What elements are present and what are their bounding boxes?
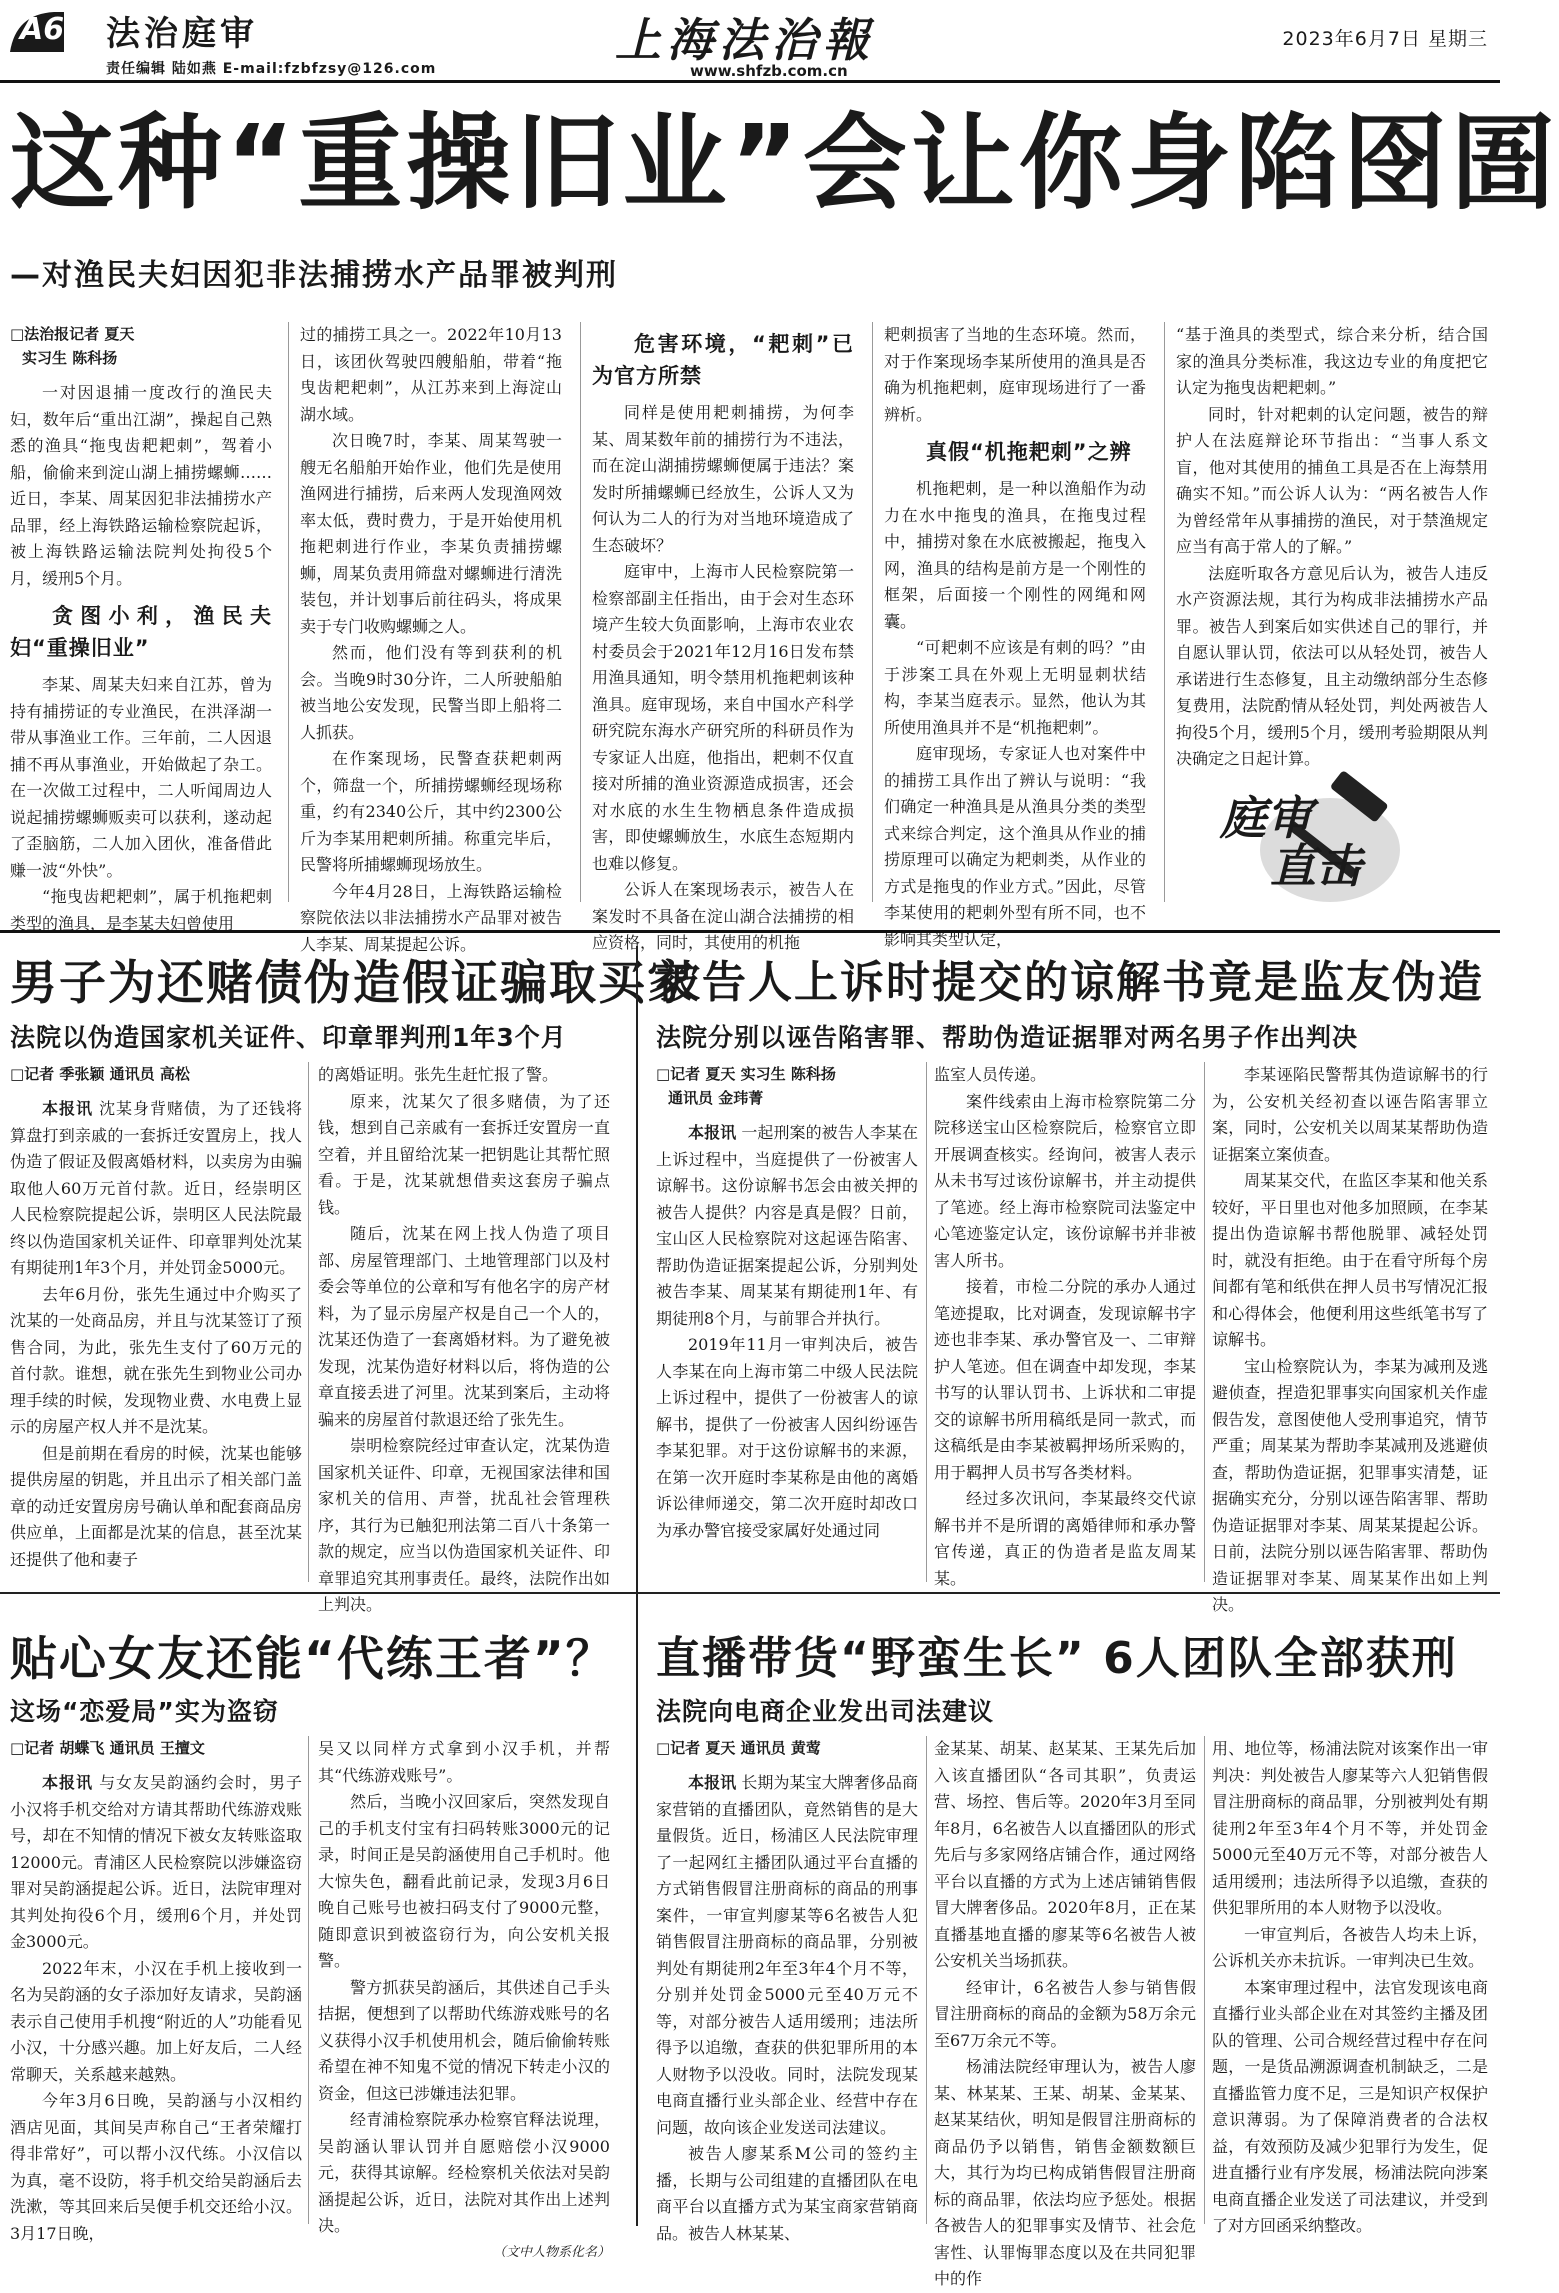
story5-headline: 直播带货“野蛮生长” 6人团队全部获刑 bbox=[656, 1633, 1458, 1684]
story1-subheading-1: 贪图小利，渔民夫妇“重操旧业” bbox=[10, 604, 272, 660]
story1-para: 同样是使用耙刺捕捞，为何李某、周某数年前的捕捞行为不违法，而在淀山湖捕捞螺蛳便属于违法？案发时所捕螺蛳已经放生，公诉人又为何认为二人的行为对当地环境造成了生态破坏？ bbox=[592, 403, 854, 555]
story1-col5 bbox=[1176, 322, 1488, 772]
story1-para: 在作案现场，民警查获耙刺两个，筛盘一个，所捕捞螺蛳经现场称重，约有2340公斤，其中约2300公斤为李某用耙刺所捕。称重完毕后，民警将所捕螺蛳现场放生。 bbox=[300, 749, 562, 874]
story1-para: 耙刺损害了当地的生态环境。然而，对于作案现场李某所使用的渔具是否确为机拖耙刺，庭审现场进行了一番辨析。 bbox=[884, 325, 1146, 424]
story4-para: 吴又以同样方式拿到小汉手机，并帮其“代练游戏账号”。 bbox=[318, 1739, 610, 1785]
story1-subheading-2: 危害环境，“耙刺”已为官方所禁 bbox=[592, 332, 854, 388]
story3-para: 经过多次讯问，李某最终交代谅解书并不是所谓的离婚律师和承办警官传递，真正的伪造者是监友周某某。 bbox=[934, 1489, 1196, 1588]
story1-para: “拖曳齿耙耙刺”，属于机拖耙刺类型的渔具，是李某夫妇曾使用 bbox=[10, 887, 272, 933]
story3-para: 2019年11月一审判决后，被告人李某在向上海市第二中级人民法院上诉过程中，提供了一份被害人的谅解书，提供了一份被害人因纠纷诬告李某犯罪。对于这份谅解书的来源，在第一次开庭时李某称是由他的离婚诉讼律师递交，第二次开庭时却改口为承办警官接受家属好处通过同 bbox=[656, 1335, 918, 1540]
story1-para: 李某、周某夫妇来自江苏，曾为持有捕捞证的专业渔民，在洪泽湖一带从事渔业工作。三年前，二人因退捕不再从事渔业，开始做起了杂工。在一次做工过程中，二人听闻周边人说起捕捞螺蛳贩卖可以获利，遂动起了歪脑筋，二人加入团伙，准备借此赚一波“外快”。 bbox=[10, 675, 272, 880]
section-title: 法治庭审 bbox=[106, 14, 258, 54]
story2-para-text: 沈某身背赌债，为了还钱将算盘打到亲戚的一套拆迁安置房上，找人伪造了假证及假离婚材料，以卖房为由骗取他人60万元首付款。近日，经崇明区人民检察院提起公诉，崇明区人民法院最终以伪造国家机关证件、印章罪判处沈某有期徒刑1年3个月，并处罚金5000元。 bbox=[10, 1099, 302, 1277]
story4-para-text: 与女友吴韵涵约会时，男子小汉将手机交给对方请其帮助代练游戏账号，却在不知情的情况下被女友转账盗取12000元。青浦区人民检察院以涉嫌盗窃罪对吴韵涵提起公诉。近日，法院审理对其判处拘役6个月，缓刑6个月，并处罚金3000元。 bbox=[10, 1773, 302, 1951]
story5-para-text: 长期为某宝大牌奢侈品商家营销的直播团队，竟然销售的是大量假货。近日，杨浦区人民法院审理了一起网红主播团队通过平台直播的方式销售假冒注册商标的商品的刑事案件，一审宣判廖某等6名被告人犯销售假冒注册商标的商品罪，分别被判处有期徒刑2年至3年4个月不等，分别并处罚金5000元至40万元不等，对部分被告人适用缓刑；违法所得予以追缴，查获的供犯罪所用的本人财物予以没收。同时，法院发现某电商直播行业头部企业、经营中存在问题，故向该企业发送司法建议。 bbox=[656, 1773, 918, 2137]
story1-para: 庭审现场，专家证人也对案件中的捕捞工具作出了辨认与说明：“我们确定一种渔具是从渔具分类的类型式来综合判定，这个渔具从作业的捕捞原理可以确定为耙刺类，从作业的方式是拖曳的作业方式。”因此，尽管李某使用的耙刺外型有所不同，也不影响其类型认定， bbox=[884, 744, 1146, 949]
column-divider bbox=[926, 1736, 927, 2224]
story2-lead: 本报讯 bbox=[42, 1099, 93, 1118]
section-rule bbox=[0, 1592, 636, 1594]
story5-para bbox=[656, 1770, 918, 2141]
story1-col1 bbox=[10, 322, 272, 933]
story3-byline-1: □记者 夏天 实习生 陈科扬 bbox=[656, 1065, 836, 1083]
story4-subhead: 这场“恋爱局”实为盗窃 bbox=[10, 1697, 279, 1726]
page-number-badge bbox=[6, 6, 68, 56]
story4-lead: 本报讯 bbox=[42, 1773, 93, 1792]
story5-para: 经审计，6名被告人参与销售假冒注册商标的商品的金额为58万余元至67万余元不等。 bbox=[934, 1977, 1196, 2050]
column-divider bbox=[308, 1736, 309, 2224]
story4-col2 bbox=[318, 1736, 610, 2260]
story1-para: “可耙刺不应该是有刺的吗？”由于涉案工具在外观上无明显刺状结构，李某当庭表示。显然，他认为其所使用渔具并不是“机拖耙刺”。 bbox=[884, 638, 1146, 737]
story1-byline-1: □法治报记者 夏天 bbox=[10, 325, 135, 343]
story5-para: 用、地位等，杨浦法院对该案作出一审判决：判处被告人廖某等六人犯销售假冒注册商标的商品罪，分别被判处有期徒刑2年至3年4个月不等，并处罚金5000元至40万元不等，对部分被告人适用缓刑；违法所得予以追缴，查获的供犯罪所用的本人财物予以没收。 bbox=[1212, 1739, 1488, 1917]
story3-para-text: 一起刑案的被告人李某在上诉过程中，当庭提供了一份被害人谅解书。这份谅解书怎会由被关押的被告人提供？内容是真是假？日前，宝山区人民检察院对这起诬告陷害、帮助伪造证据案提起公诉，分别判处被告李某、周某某有期徒刑1年、有期徒刑8个月，与前罪合并执行。 bbox=[656, 1123, 918, 1328]
court-stamp-logo bbox=[1210, 780, 1405, 910]
story3-para: 李某诬陷民警帮其伪造谅解书的行为，公安机关经初查以诬告陷害罪立案，同时，公安机关以周某某帮助伪造证据案立案侦查。 bbox=[1212, 1065, 1488, 1164]
story3-headline: 被告人上诉时提交的谅解书竟是监友伪造 bbox=[656, 957, 1484, 1008]
story1-para: 法庭听取各方意见后认为，被告人违反水产资源法规，其行为构成非法捕捞水产品罪。被告人到案后如实供述自己的罪行，并自愿认罪认罚，依法可以从轻处罚，被告人承诺进行生态修复，且主动缴纳部分生态修复费用，法院酌情从轻处罚，判处两被告人拘役5个月，缓刑5个月，缓刑考验期限从判决确定之日起计算。 bbox=[1176, 563, 1488, 768]
story3-col3 bbox=[1212, 1062, 1488, 1614]
story1-para: “基于渔具的类型式，综合来分析，结合国家的渔具分类标准，我这边专业的角度把它认定为拖曳齿耙耙刺。” bbox=[1176, 325, 1488, 397]
story4-para: 2022年末，小汉在手机上接收到一名为吴韵涵的女子添加好友请求，吴韵涵表示自己使用手机搜“附近的人”功能看见小汉，十分感兴趣。加上好友后，二人经常聊天，关系越来越熟。 bbox=[10, 1958, 302, 2084]
story4-headline: 贴心女友还能“代练王者”？ bbox=[10, 1632, 615, 1687]
story1-para: 次日晚7时，李某、周某驾驶一艘无名船舶开始作业，他们先是使用渔网进行捕捞，后来两人发现渔网效率太低，费时费力，于是开始使用机拖耙刺进行作业，李某负责捕捞螺蛳，周某负责用筛盘对螺蛳进行清洗装包，并计划事后前往码头，将成果卖于专门收购螺蛳之人。 bbox=[300, 431, 562, 636]
story3-para: 案件线索由上海市检察院第二分院移送宝山区检察院后，检察官立即开展调查核实。经询问，被害人表示从未书写过该份谅解书，并主动提供了笔迹。经上海市检察院司法鉴定中心笔迹鉴定认定，该份谅解书并非被害人所书。 bbox=[934, 1091, 1196, 1270]
story5-para: 本案审理过程中，法官发现该电商直播行业头部企业在对其签约主播及团队的管理、公司合规经营过程中存在问题，一是货品溯源调查机制缺乏，二是直播监管力度不足，三是知识产权保护意识薄弱。为了保障消费者的合法权益，有效预防及减少犯罪行为发生，促进直播行业有序发展，杨浦法院向涉案电商直播企业发送了司法建议，并受到了对方回函采纳整改。 bbox=[1212, 1977, 1488, 2235]
story1-para: 庭审中，上海市人民检察院第一检察部副主任指出，由于会对生态环境产生较大负面影响，上海市农业农村委员会于2021年12月16日发布禁用渔具通知，明令禁用机拖耙刺该种渔具。庭审现场，来自中国水产科学研究院东海水产研究所的科研员作为专家证人出庭，他指出，耙刺不仅直接对所捕的渔业资源造成损害，还会对水底的水生生物栖息条件造成损害，即使螺蛳放生，水底生态短期内也难以修复。 bbox=[592, 562, 854, 873]
main-headline: 这种“重操旧业”会让你身陷囹圄 bbox=[10, 102, 1559, 224]
column-divider bbox=[1204, 1736, 1205, 2224]
story5-para: 一审宣判后，各被告人均未上诉，公诉机关亦未抗诉。一审判决已生效。 bbox=[1212, 1924, 1488, 1970]
story2-para: 的离婚证明。张先生赶忙报了警。 bbox=[318, 1065, 559, 1084]
story3-para: 周某某交代，在监区李某和他关系较好，平日里也对他多加照顾，在李某提出伪造谅解书帮他脱罪、减轻处罚时，就没有拒绝。由于在看守所每个房间都有笔和纸供在押人员书写情况汇报和心得体会，他便利用这些纸笔书写了谅解书。 bbox=[1212, 1171, 1488, 1349]
story1-para: 一对因退捕一度改行的渔民夫妇，数年后“重出江湖”，操起自己熟悉的渔具“拖曳齿耙耙刺”，驾着小船，偷偷来到淀山湖上捕捞螺蛳……近日，李某、周某因犯非法捕捞水产品罪，经上海铁路运输检察院起诉，被上海铁路运输法院判处拘役5个月，缓刑5个月。 bbox=[10, 383, 272, 588]
page-number: A6 bbox=[20, 12, 65, 47]
story2-headline: 男子为还赌债伪造假证骗取买家 bbox=[10, 956, 696, 1011]
story4-col1 bbox=[10, 1736, 302, 2243]
story1-para: 机拖耙刺，是一种以渔船作为动力在水中拖曳的渔具，在拖曳过程中，捕捞对象在水底被搬起，拖曳入网，渔具的结构是前方是一个刚性的框架，后面接一个刚性的网绳和网囊。 bbox=[884, 479, 1146, 631]
story1-col4 bbox=[884, 322, 1146, 949]
story1-col2 bbox=[300, 322, 562, 954]
masthead: 上海法治報 bbox=[615, 13, 875, 67]
section-rule bbox=[0, 930, 1500, 933]
story5-para: 杨浦法院经审理认为，被告人廖某、林某某、王某、胡某、金某某、赵某某结伙，明知是假冒注册商标的商品仍予以销售，销售金额数额巨大，其行为均已构成销售假冒注册商标的商品罪，依法均应予惩处。根据各被告人的犯罪事实及情节、社会危害性、认罪悔罪态度以及在共同犯罪中的作 bbox=[934, 2057, 1196, 2288]
story2-para: 崇明检察院经过审查认定，沈某伪造国家机关证件、印章，无视国家法律和国家机关的信用、声誉，扰乱社会管理秩序，其行为已触犯刑法第二百八十条第一款的规定，应当以伪造国家机关证件、印章罪追究其刑事责任。最终，法院作出如上判决。 bbox=[318, 1436, 610, 1614]
column-divider bbox=[580, 322, 581, 902]
column-divider bbox=[288, 322, 289, 902]
story5-para: 金某某、胡某、赵某某、王某先后加入该直播团队“各司其职”，负责运营、场控、售后等。2020年3月至同年8月，6名被告人以直播团队的形式先后与多家网络店铺合作，通过网络平台以直播的方式为上述店铺销售假冒大牌奢侈品。2020年8月，正在某直播基地直播的廖某等6名被告人被公安机关当场抓获。 bbox=[934, 1739, 1196, 1970]
story4-para: 然后，当晚小汉回家后，突然发现自己的手机支付宝有扫码转账3000元的记录，时间正是吴韵涵使用自己手机时。他大惊失色，翻看此前记录，发现3月6日晚自己账号也被扫码支付了9000元整，随即意识到被盗窃行为，向公安机关报警。 bbox=[318, 1792, 610, 1970]
editor-line: 责任编辑 陆如燕 E-mail:fzbfzsy@126.com bbox=[106, 61, 437, 77]
story4-note: （文中人物系化名） bbox=[492, 2244, 610, 2260]
story2-para: 原来，沈某欠了很多赌债，为了还钱，想到自己亲戚有一套拆迁安置房一直空着，并且留给沈某一把钥匙让其帮忙照看。于是，沈某就想借卖这套房子骗点钱。 bbox=[318, 1091, 610, 1217]
story2-subhead: 法院以伪造国家机关证件、印章罪判刑1年3个月 bbox=[10, 1023, 567, 1052]
story3-byline-2: 通讯员 金玮菁 bbox=[668, 1089, 764, 1107]
story1-byline-2: 实习生 陈科扬 bbox=[22, 349, 118, 367]
story5-col3 bbox=[1212, 1736, 1488, 2235]
column-divider bbox=[1164, 322, 1165, 902]
story2-para: 随后，沈某在网上找人伪造了项目部、房屋管理部门、土地管理部门以及村委会等单位的公章和写有他名字的房产材料，为了显示房屋产权是自己一个人的，沈某还伪造了一套离婚材料。为了避免被发现，沈某伪造好材料以后，将伪造的公章直接丢进了河里。沈某到案后，主动将骗来的房屋首付款退还给了张先生。 bbox=[318, 1224, 610, 1429]
story1-para: 同时，针对耙刺的认定问题，被告的辩护人在法庭辩论环节指出：“当事人系文盲，他对其使用的捕鱼工具是否在上海禁用确实不知。”而公诉人认为：“两名被告人作为曾经常年从事捕捞的渔民，对于禁渔规定应当有高于常人的了解。” bbox=[1176, 404, 1488, 556]
story3-para: 宝山检察院认为，李某为减刑及逃避侦查，捏造犯罪事实向国家机关作虚假告发，意图使他人受刑事追究，情节严重；周某某为帮助李某减刑及逃避侦查，帮助伪造证据，犯罪事实清楚，证据确实充分，分别以诬告陷害罪、帮助伪造证据罪对李某、周某某提起公诉。日前，法院分别以诬告陷害罪、帮助伪造证据罪对李某、周某某作出如上判决。 bbox=[1212, 1356, 1488, 1614]
story3-para: 监室人员传递。 bbox=[934, 1065, 1047, 1084]
story2-para: 但是前期在看房的时候，沈某也能够提供房屋的钥匙，并且出示了相关部门盖章的动迁安置房房号确认单和配套商品房供应单，上面都是沈某的信息，甚至沈某还提供了他和妻子 bbox=[10, 1443, 302, 1569]
story2-byline: □记者 季张颖 通讯员 高松 bbox=[10, 1065, 190, 1083]
story1-para: 今年4月28日，上海铁路运输检察院依法以非法捕捞水产品罪对被告人李某、周某提起公诉。 bbox=[300, 881, 562, 954]
story2-col1 bbox=[10, 1062, 302, 1582]
story3-col1 bbox=[656, 1062, 918, 1582]
issue-date: 2023年6月7日 星期三 bbox=[1282, 28, 1488, 50]
stamp-text-line2: 直击 bbox=[1270, 839, 1362, 893]
column-divider bbox=[872, 322, 873, 902]
stamp-text-line1: 庭审 bbox=[1220, 791, 1312, 845]
story1-para: 然而，他们没有等到获利的机会。当晚9时30分许，二人所驶船舶被当地公安发现，民警当即上船将二人抓获。 bbox=[300, 643, 562, 742]
column-divider bbox=[308, 1062, 309, 1582]
story5-col2 bbox=[934, 1736, 1196, 2288]
story3-para: 接着，市检二分院的承办人通过笔迹提取，比对调查，发现谅解书字迹也非李某、承办警官及一、二审辩护人笔迹。但在调查中却发现，李某书写的认罪认罚书、上诉状和二审提交的谅解书所用稿纸是同一款式，而这稿纸是由李某被羁押场所采购的，用于羁押人员书写各类材料。 bbox=[934, 1277, 1196, 1482]
story4-para bbox=[10, 1770, 302, 1956]
column-divider bbox=[1204, 1062, 1205, 1582]
story5-subhead: 法院向电商企业发出司法建议 bbox=[656, 1697, 995, 1726]
story5-lead: 本报讯 bbox=[688, 1773, 737, 1792]
story1-para: 过的捕捞工具之一。2022年10月13日，该团伙驾驶四艘船舶，带着“拖曳齿耙耙刺”，从江苏来到上海淀山湖水域。 bbox=[300, 325, 562, 424]
column-divider bbox=[926, 1062, 927, 1582]
story4-para: 警方抓获吴韵涵后，其供述自己手头拮据，便想到了以帮助代练游戏账号的名义获得小汉手机使用机会，随后偷偷转账希望在神不知鬼不觉的情况下转走小汉的资金，但这已涉嫌违法犯罪。 bbox=[318, 1977, 610, 2103]
story2-col2 bbox=[318, 1062, 610, 1614]
story3-subhead: 法院分别以诬告陷害罪、帮助伪造证据罪对两名男子作出判决 bbox=[656, 1023, 1359, 1052]
header-rule bbox=[0, 80, 1500, 83]
story1-para: 公诉人在案现场表示，被告人在案发时不具备在淀山湖合法捕捞的相应资格，同时，其使用的机拖 bbox=[592, 880, 854, 952]
story5-para: 被告人廖某系M公司的签约主播，长期与公司组建的直播团队在电商平台以直播方式为某宝商家营销商品。被告人林某某、 bbox=[656, 2144, 918, 2243]
section-rule bbox=[636, 1592, 1500, 1594]
story5-col1 bbox=[656, 1736, 918, 2243]
site-url[interactable]: www.shfzb.com.cn bbox=[690, 62, 848, 80]
story2-para: 去年6月份，张先生通过中介购买了沈某的一处商品房，并且与沈某签订了预售合同，为此，张先生支付了60万元的首付款。谁想，就在张先生到物业公司办理手续的时候，发现物业费、水电费上显示的房屋产权人并不是沈某。 bbox=[10, 1284, 302, 1436]
story3-col2 bbox=[934, 1062, 1196, 1588]
story4-byline: □记者 胡蝶飞 通讯员 王擅文 bbox=[10, 1739, 205, 1757]
story3-para bbox=[656, 1120, 918, 1332]
page-center-divider bbox=[636, 946, 638, 2226]
story3-lead: 本报讯 bbox=[688, 1123, 737, 1142]
story1-subheading-3: 真假“机拖耙刺”之辨 bbox=[926, 440, 1132, 464]
story2-para bbox=[10, 1096, 302, 1282]
story5-byline: □记者 夏天 通讯员 黄莺 bbox=[656, 1739, 821, 1757]
story4-para: 经青浦检察院承办检察官释法说理，吴韵涵认罪认罚并自愿赔偿小汉9000元，获得其谅解。经检察机关依法对吴韵涵提起公诉，近日，法院对其作出上述判决。 bbox=[318, 2110, 610, 2235]
main-subhead: —对渔民夫妇因犯非法捕捞水产品罪被判刑 bbox=[10, 258, 618, 293]
story1-col3 bbox=[592, 322, 854, 952]
story4-para: 今年3月6日晚，吴韵涵与小汉相约酒店见面，其间吴声称自己“王者荣耀打得非常好”，可以帮小汉代练。小汉信以为真，毫不设防，将手机交给吴韵涵后去洗漱，等其回来后吴便手机交还给小汉。3月17日晚， bbox=[10, 2091, 302, 2243]
